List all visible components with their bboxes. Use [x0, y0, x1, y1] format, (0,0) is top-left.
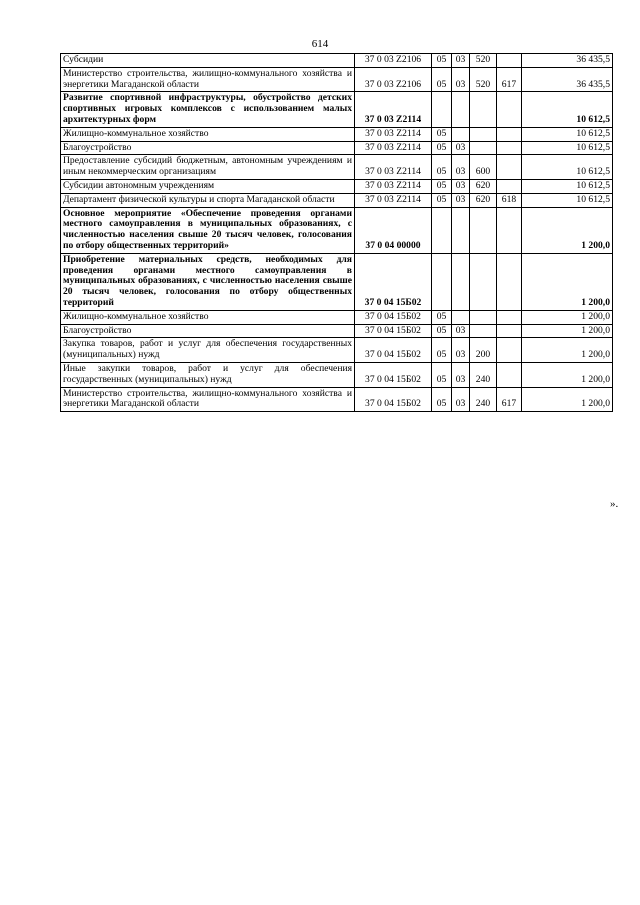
amount-cell: 1 200,0: [522, 362, 613, 387]
expense-type-cell: 520: [470, 54, 497, 68]
target-code-cell: 37 0 04 00000: [355, 207, 432, 253]
amount-cell: 1 200,0: [522, 207, 613, 253]
target-code-cell: 37 0 04 15Б02: [355, 362, 432, 387]
target-code-cell: 37 0 03 Z2114: [355, 155, 432, 180]
subsection-cell: 03: [452, 193, 470, 207]
table-row: [61, 155, 613, 180]
expense-type-cell: 240: [470, 362, 497, 387]
subsection-cell: [452, 207, 470, 253]
subsection-cell: 03: [452, 338, 470, 363]
target-code-cell: 37 0 04 15Б02: [355, 338, 432, 363]
table-row: [61, 92, 613, 127]
administrator-cell: [497, 362, 522, 387]
expense-type-cell: [470, 127, 497, 141]
row-name-cell: Иные закупки товаров, работ и услуг для обеспечения государственных (муниципальных) нужд: [61, 362, 355, 387]
target-code-cell: 37 0 03 Z2114: [355, 193, 432, 207]
table-row: [61, 207, 613, 253]
amount-cell: 1 200,0: [522, 310, 613, 324]
administrator-cell: [497, 179, 522, 193]
amount-cell: 10 612,5: [522, 179, 613, 193]
table-row: [61, 127, 613, 141]
administrator-cell: [497, 207, 522, 253]
row-name-cell: Жилищно-коммунальное хозяйство: [61, 310, 355, 324]
target-code-cell: 37 0 03 Z2114: [355, 92, 432, 127]
administrator-cell: [497, 127, 522, 141]
section-cell: 05: [432, 54, 452, 68]
target-code-cell: 37 0 04 15Б02: [355, 253, 432, 310]
administrator-cell: 617: [497, 67, 522, 92]
expense-type-cell: [470, 141, 497, 155]
expense-type-cell: 520: [470, 67, 497, 92]
section-cell: 05: [432, 387, 452, 412]
target-code-cell: 37 0 03 Z2114: [355, 179, 432, 193]
table-row: [61, 141, 613, 155]
table-row: [61, 362, 613, 387]
subsection-cell: 03: [452, 141, 470, 155]
row-name-cell: Субсидии автономным учреждениям: [61, 179, 355, 193]
administrator-cell: [497, 253, 522, 310]
administrator-cell: [497, 92, 522, 127]
expense-type-cell: 600: [470, 155, 497, 180]
expense-type-cell: 620: [470, 179, 497, 193]
amount-cell: 36 435,5: [522, 54, 613, 68]
subsection-cell: 03: [452, 362, 470, 387]
section-cell: 05: [432, 67, 452, 92]
table-row: [61, 324, 613, 338]
table-row: [61, 310, 613, 324]
section-cell: 05: [432, 310, 452, 324]
table-row: [61, 253, 613, 310]
section-cell: 05: [432, 155, 452, 180]
amount-cell: 1 200,0: [522, 387, 613, 412]
target-code-cell: 37 0 03 Z2114: [355, 141, 432, 155]
row-name-cell: Благоустройство: [61, 324, 355, 338]
amount-cell: 10 612,5: [522, 155, 613, 180]
amount-cell: 1 200,0: [522, 338, 613, 363]
administrator-cell: [497, 155, 522, 180]
expense-type-cell: [470, 92, 497, 127]
expense-type-cell: 200: [470, 338, 497, 363]
section-cell: 05: [432, 193, 452, 207]
administrator-cell: [497, 324, 522, 338]
amount-cell: 36 435,5: [522, 67, 613, 92]
subsection-cell: 03: [452, 155, 470, 180]
row-name-cell: Департамент физической культуры и спорта Магаданской области: [61, 193, 355, 207]
amount-cell: 1 200,0: [522, 253, 613, 310]
page-number: 614: [311, 38, 329, 50]
section-cell: 05: [432, 324, 452, 338]
subsection-cell: 03: [452, 324, 470, 338]
amount-cell: 1 200,0: [522, 324, 613, 338]
section-cell: [432, 253, 452, 310]
row-name-cell: Министерство строительства, жилищно-коммунального хозяйства и энергетики Магаданской области: [61, 387, 355, 412]
amount-cell: 10 612,5: [522, 193, 613, 207]
section-cell: 05: [432, 179, 452, 193]
subsection-cell: 03: [452, 67, 470, 92]
section-cell: [432, 92, 452, 127]
administrator-cell: [497, 141, 522, 155]
target-code-cell: 37 0 04 15Б02: [355, 324, 432, 338]
target-code-cell: 37 0 04 15Б02: [355, 310, 432, 324]
subsection-cell: [452, 310, 470, 324]
row-name-cell: Приобретение материальных средств, необходимых для проведения органами местного самоуправления в муниципальных образованиях, с численностью населения свыше 20 тысяч человек, голосования по отбору общественных территорий: [61, 253, 355, 310]
administrator-cell: [497, 338, 522, 363]
section-cell: 05: [432, 127, 452, 141]
administrator-cell: [497, 54, 522, 68]
table-row: [61, 387, 613, 412]
row-name-cell: Предоставление субсидий бюджетным, автономным учреждениям и иным некоммерческим организациям: [61, 155, 355, 180]
subsection-cell: [452, 92, 470, 127]
row-name-cell: Закупка товаров, работ и услуг для обеспечения государственных (муниципальных) нужд: [61, 338, 355, 363]
expense-type-cell: [470, 310, 497, 324]
row-name-cell: Благоустройство: [61, 141, 355, 155]
subsection-cell: [452, 253, 470, 310]
row-name-cell: Министерство строительства, жилищно-коммунального хозяйства и энергетики Магаданской области: [61, 67, 355, 92]
closing-quote-mark: ».: [610, 498, 619, 510]
administrator-cell: [497, 310, 522, 324]
table-row: [61, 338, 613, 363]
table-row: [61, 179, 613, 193]
section-cell: 05: [432, 362, 452, 387]
table-row: [61, 54, 613, 68]
section-cell: 05: [432, 338, 452, 363]
subsection-cell: 03: [452, 179, 470, 193]
expense-type-cell: [470, 253, 497, 310]
table-row: [61, 67, 613, 92]
expense-type-cell: [470, 324, 497, 338]
row-name-cell: Развитие спортивной инфраструктуры, обустройство детских спортивных игровых комплексов с использованием малых архитектурных форм: [61, 92, 355, 127]
subsection-cell: 03: [452, 387, 470, 412]
amount-cell: 10 612,5: [522, 127, 613, 141]
target-code-cell: 37 0 04 15Б02: [355, 387, 432, 412]
row-name-cell: Жилищно-коммунальное хозяйство: [61, 127, 355, 141]
target-code-cell: 37 0 03 Z2106: [355, 67, 432, 92]
budget-table: [60, 53, 613, 412]
subsection-cell: [452, 127, 470, 141]
amount-cell: 10 612,5: [522, 141, 613, 155]
amount-cell: 10 612,5: [522, 92, 613, 127]
row-name-cell: Основное мероприятие «Обеспечение проведения органами местного самоуправления в муниципальных образованиях, с численностью населения свыше 20 тысяч человек, голосования по отбору общественных территорий»: [61, 207, 355, 253]
target-code-cell: 37 0 03 Z2106: [355, 54, 432, 68]
section-cell: [432, 207, 452, 253]
administrator-cell: 618: [497, 193, 522, 207]
table-body: [61, 54, 613, 412]
expense-type-cell: 240: [470, 387, 497, 412]
expense-type-cell: [470, 207, 497, 253]
subsection-cell: 03: [452, 54, 470, 68]
expense-type-cell: 620: [470, 193, 497, 207]
row-name-cell: Субсидии: [61, 54, 355, 68]
administrator-cell: 617: [497, 387, 522, 412]
target-code-cell: 37 0 03 Z2114: [355, 127, 432, 141]
section-cell: 05: [432, 141, 452, 155]
table-row: [61, 193, 613, 207]
